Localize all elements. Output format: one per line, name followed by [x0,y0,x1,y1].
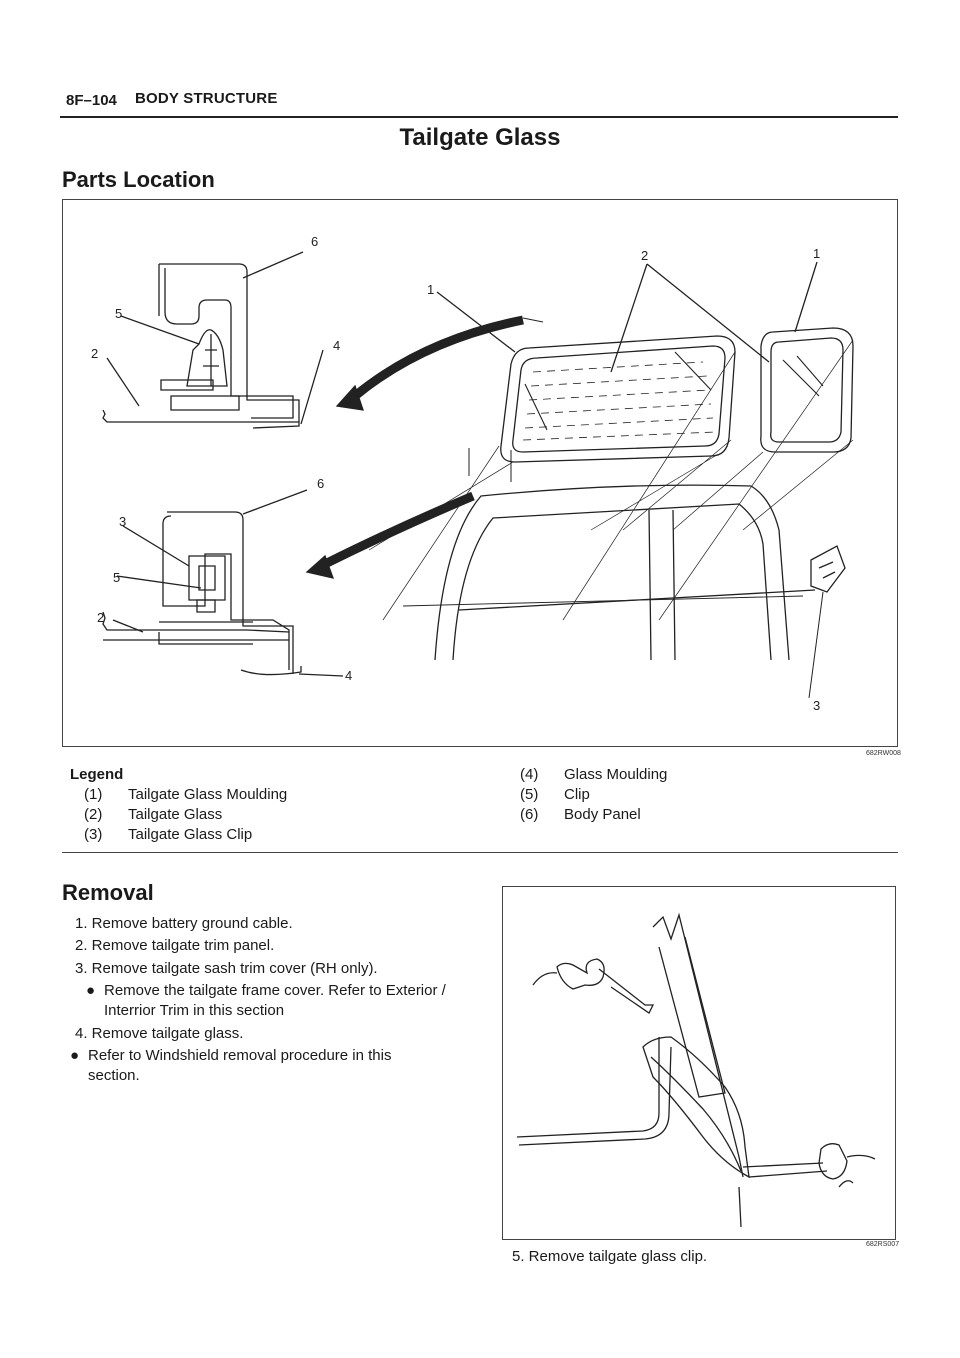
parts-location-heading: Parts Location [62,167,215,192]
legend-item [84,785,287,805]
callout-top-4: 4 [333,338,341,353]
callout-bottom-2: 2 [97,610,105,625]
callout-main-1-left: 1 [427,282,435,297]
callout-bottom-3: 3 [119,514,127,529]
section-title: BODY STRUCTURE [135,90,278,107]
legend-item [520,805,641,825]
callout-top-5: 5 [115,306,123,321]
page-title: Tailgate Glass [399,124,561,151]
removal-sub-bullet-line2: Interrior Trim in this section [104,1002,285,1019]
callout-main-2: 2 [641,248,649,263]
page-code: 8F–104 [66,92,117,109]
legend-num: (2) [84,806,103,823]
legend-label: Tailgate Glass Moulding [128,786,288,803]
legend-label: Tailgate Glass [128,806,223,823]
legend-num: (3) [84,826,103,843]
callout-top-2: 2 [91,346,99,361]
callout-bottom-4: 4 [345,668,353,683]
legend-label: Clip [564,786,590,803]
black-dot-bullet-icon: ● [70,1047,80,1064]
callout-top-6: 6 [311,234,319,249]
legend-num: (5) [520,786,539,803]
removal-figure [502,886,896,1240]
legend-item [84,825,252,845]
removal-step-4: 4. Remove tailgate glass. [75,1025,244,1042]
legend-item [84,805,222,825]
removal-bullet2-line1: Refer to Windshield removal procedure in this [88,1047,392,1064]
parts-location-figure-code: 682RW008 [866,750,901,757]
legend-num: (1) [84,786,103,803]
legend-label: Body Panel [564,806,641,823]
removal-drawing [503,887,895,1239]
removal-step-1: 1. Remove battery ground cable. [75,915,293,932]
black-dot-bullet-icon: ● [86,982,96,999]
removal-bullet2-line2: section. [88,1067,140,1084]
removal-step-5: 5. Remove tailgate glass clip. [512,1248,708,1265]
legend-label: Tailgate Glass Clip [128,826,253,843]
removal-heading: Removal [62,880,154,905]
legend-label: Glass Moulding [564,766,668,783]
legend-item [520,765,667,785]
legend-item [520,785,590,805]
removal-step-2: 2. Remove tailgate trim panel. [75,937,275,954]
callout-bottom-6: 6 [317,476,325,491]
removal-sub-bullet-line1: Remove the tailgate frame cover. Refer to Exterior / [104,982,446,999]
removal-step-3: 3. Remove tailgate sash trim cover (RH only). [75,960,378,977]
header-rule [60,116,898,118]
legend-rule [62,852,898,853]
callout-bottom-5: 5 [113,570,121,585]
callout-main-1-right: 1 [813,246,821,261]
parts-location-figure [62,199,898,747]
callout-main-3: 3 [813,698,821,713]
legend-num: (4) [520,766,539,783]
parts-location-drawing [63,200,897,746]
removal-figure-code: 682RS007 [866,1241,900,1248]
legend-num: (6) [520,806,539,823]
legend-title: Legend [70,766,124,783]
